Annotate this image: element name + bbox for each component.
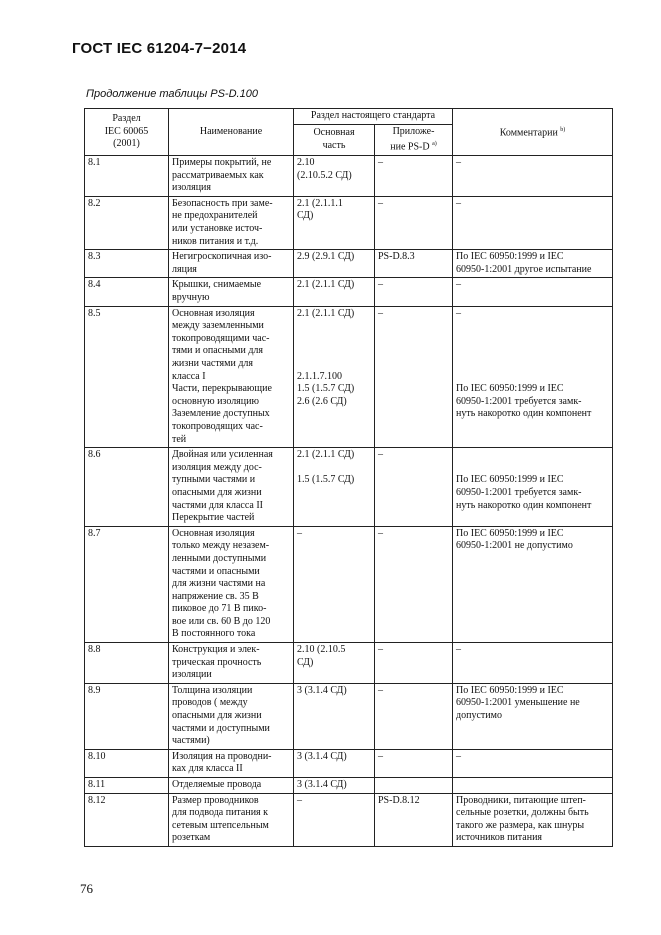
annex-cell: – [375, 749, 453, 777]
table-row [85, 196, 613, 249]
name-cell: Размер проводников для подвода питания к сетевым штепсельным розеткам [169, 793, 294, 846]
section-cell: 8.7 [85, 526, 169, 642]
section-cell: 8.8 [85, 643, 169, 684]
section-cell: 8.3 [85, 250, 169, 278]
comment-cell: По IEC 60950:1999 и IEC 60950-1:2001 другое испытание [453, 250, 613, 278]
table-row [85, 643, 613, 684]
header-annex: Приложе- ние PS-D $^{a)}$ [375, 124, 453, 156]
compliance-table [84, 108, 613, 847]
name-cell: Основная изоляция между заземленными токопроводящими час- тями и опасными для жизни частями для класса I Части, перекрывающие основную изоляцию Заземление доступных токопроводящих час- тей [169, 306, 294, 448]
table-row [85, 278, 613, 306]
table-row [85, 526, 613, 642]
annex-cell: – [375, 306, 453, 448]
name-cell: Основная изоляция только между незазем- ленными доступными частями и опасными для жизни частями на напряжение св. 35 В пиковое до 71 В пико- вое или св. 60 В до 120 В постоянного тока [169, 526, 294, 642]
main-part-cell: 2.1 (2.1.1 СД) 2.1.1.7.100 1.5 (1.5.7 СД) 2.6 (2.6 СД) [294, 306, 375, 448]
main-part-cell: 3 (3.1.4 СД) [294, 778, 375, 794]
annex-cell: PS-D.8.3 [375, 250, 453, 278]
header-main-part: Основная часть [294, 124, 375, 156]
header-standard-section: Раздел настоящего стандарта [294, 109, 453, 125]
comment-cell: – [453, 643, 613, 684]
table-row [85, 250, 613, 278]
table-row [85, 793, 613, 846]
table-row [85, 156, 613, 197]
annex-cell: – [375, 643, 453, 684]
comment-cell: По IEC 60950:1999 и IEC 60950-1:2001 уменьшение не допустимо [453, 683, 613, 749]
header-comments: Комментарии $^{b)}$ [453, 109, 613, 156]
name-cell: Изоляция на проводни- ках для класса II [169, 749, 294, 777]
annex-cell: – [375, 156, 453, 197]
section-cell: 8.4 [85, 278, 169, 306]
main-part-cell: 2.9 (2.9.1 СД) [294, 250, 375, 278]
section-cell: 8.11 [85, 778, 169, 794]
table-row [85, 778, 613, 794]
main-part-cell: 2.1 (2.1.1 СД) [294, 278, 375, 306]
section-cell: 8.9 [85, 683, 169, 749]
annex-cell: – [375, 683, 453, 749]
comment-cell: По IEC 60950:1999 и IEC 60950-1:2001 требуется замк- нуть накоротко один компонент [453, 448, 613, 527]
comment-cell: – По IEC 60950:1999 и IEC 60950-1:2001 требуется замк- нуть накоротко один компонент [453, 306, 613, 448]
name-cell: Примеры покрытий, не рассматриваемых как изоляция [169, 156, 294, 197]
name-cell: Отделяемые провода [169, 778, 294, 794]
header-section-iec: Раздел IEC 60065 (2001) [85, 109, 169, 156]
name-cell: Толщина изоляции проводов ( между опасными для жизни частями и доступными частями) [169, 683, 294, 749]
annex-cell: – [375, 196, 453, 249]
section-cell: 8.2 [85, 196, 169, 249]
name-cell: Крышки, снимаемые вручную [169, 278, 294, 306]
main-part-cell: – [294, 793, 375, 846]
comment-cell: Проводники, питающие штеп- сельные розетки, должны быть такого же размера, как шнуры источников питания [453, 793, 613, 846]
section-cell: 8.1 [85, 156, 169, 197]
comment-cell: – [453, 156, 613, 197]
table-caption: Продолжение таблицы PS-D.100 [86, 88, 258, 100]
comment-cell [453, 778, 613, 794]
annex-cell [375, 778, 453, 794]
name-cell: Негигроскопичная изо- ляция [169, 250, 294, 278]
name-cell: Безопасность при заме- не предохранителей или установке источ- ников питания и т.д. [169, 196, 294, 249]
document-title: ГОСТ IEC 61204-7−2014 [72, 40, 247, 57]
name-cell: Двойная или усиленная изоляция между дос- тупными частями и опасными для жизни частями для класса II Перекрытие частей [169, 448, 294, 527]
page-number: 76 [80, 881, 93, 896]
annex-cell: – [375, 448, 453, 527]
section-cell: 8.12 [85, 793, 169, 846]
main-part-cell: 2.1 (2.1.1 СД) 1.5 (1.5.7 СД) [294, 448, 375, 527]
section-cell: 8.6 [85, 448, 169, 527]
section-cell: 8.10 [85, 749, 169, 777]
main-part-cell: 3 (3.1.4 СД) [294, 749, 375, 777]
section-cell: 8.5 [85, 306, 169, 448]
main-part-cell: 2.10 (2.10.5 СД) [294, 643, 375, 684]
main-part-cell: 3 (3.1.4 СД) [294, 683, 375, 749]
comment-cell: – [453, 196, 613, 249]
table-row [85, 448, 613, 527]
comment-cell: – [453, 278, 613, 306]
comment-cell: – [453, 749, 613, 777]
table-row [85, 306, 613, 448]
main-part-cell: 2.10 (2.10.5.2 СД) [294, 156, 375, 197]
table-row [85, 683, 613, 749]
main-part-cell: – [294, 526, 375, 642]
table-row [85, 749, 613, 777]
name-cell: Конструкция и элек- трическая прочность изоляции [169, 643, 294, 684]
main-part-cell: 2.1 (2.1.1.1 СД) [294, 196, 375, 249]
comment-cell: По IEC 60950:1999 и IEC 60950-1:2001 не допустимо [453, 526, 613, 642]
annex-cell: – [375, 526, 453, 642]
header-name: Наименование [169, 109, 294, 156]
annex-cell: PS-D.8.12 [375, 793, 453, 846]
annex-cell: – [375, 278, 453, 306]
